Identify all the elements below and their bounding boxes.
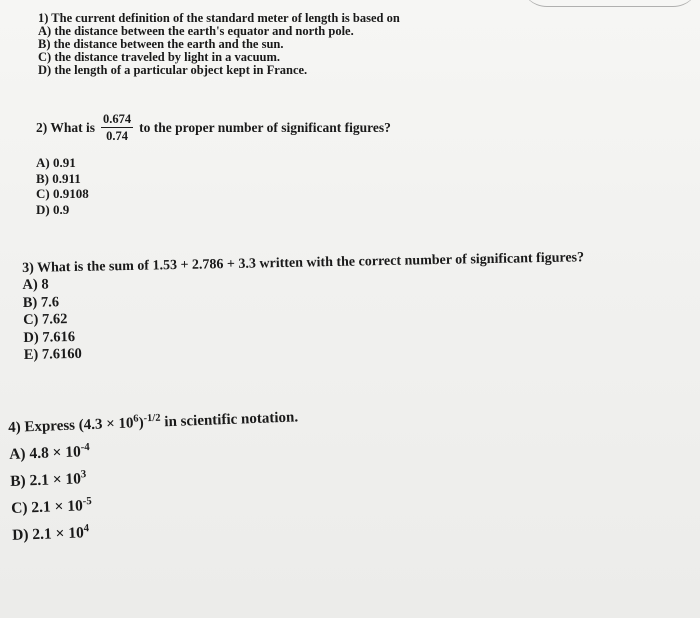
question-2-stem [36, 112, 391, 143]
option-base: A) 4.8 × 10 [8, 443, 82, 463]
option-base: D) 2.1 × 10 [11, 524, 85, 544]
question-2-option-c: C) 0.9108 [36, 186, 89, 201]
question-1-option-d: D) the length of a particular object kept in France. [38, 63, 308, 77]
question-2-option-b: B) 0.911 [36, 170, 81, 186]
question-3-option-a: A) 8 [22, 276, 49, 293]
fraction-numerator: 0.674 [103, 112, 132, 126]
question-2-options [36, 155, 391, 217]
option-exponent: 4 [83, 522, 90, 535]
question-3-option-d: D) 7.616 [23, 328, 76, 346]
question-1-stem: 1) The current definition of the standard meter of length is based on [38, 11, 400, 25]
question-3-option-b: B) 7.6 [22, 293, 60, 311]
question-2-option-d: D) 0.9 [36, 201, 70, 217]
question-4-stem-tail: in scientific notation. [160, 409, 299, 431]
question-3-options [22, 266, 586, 364]
option-exponent: -5 [82, 495, 92, 508]
question-4-outer-exponent: -1/2 [143, 412, 161, 425]
question-1-option-c: C) the distance traveled by light in a vacuum. [38, 50, 281, 64]
question-1-option-b: B) the distance between the earth and the sun. [38, 37, 284, 51]
option-base: C) 2.1 × 10 [10, 497, 84, 517]
option-exponent: -4 [80, 441, 90, 454]
question-3 [22, 251, 586, 364]
question-2-option-a: A) 0.91 [36, 155, 76, 170]
header-arc-decoration [520, 0, 700, 7]
question-3-stem: 3) What is the sum of 1.53 + 2.786 + 3.3 written with the correct number of significant figures? [21, 250, 585, 276]
question-1 [38, 12, 400, 77]
question-4-paren: ) [138, 415, 145, 432]
option-exponent: 3 [80, 468, 87, 481]
question-2 [36, 112, 391, 217]
question-3-option-e: E) 7.6160 [23, 345, 82, 363]
question-3-option-c: C) 7.62 [22, 311, 68, 328]
question-4-options [9, 430, 303, 549]
question-4-stem-text: 4) Express (4.3 × 10 [7, 415, 134, 436]
question-2-fraction [101, 112, 133, 143]
question-2-prefix: 2) What is [36, 120, 96, 135]
question-4-exponent: 6 [133, 413, 139, 425]
fraction-denominator: 0.74 [106, 129, 129, 143]
question-4 [8, 411, 302, 549]
question-2-suffix: to the proper number of significant figures? [139, 120, 391, 135]
question-1-option-a: A) the distance between the earth's equator and north pole. [38, 24, 354, 38]
option-base: B) 2.1 × 10 [9, 470, 82, 490]
